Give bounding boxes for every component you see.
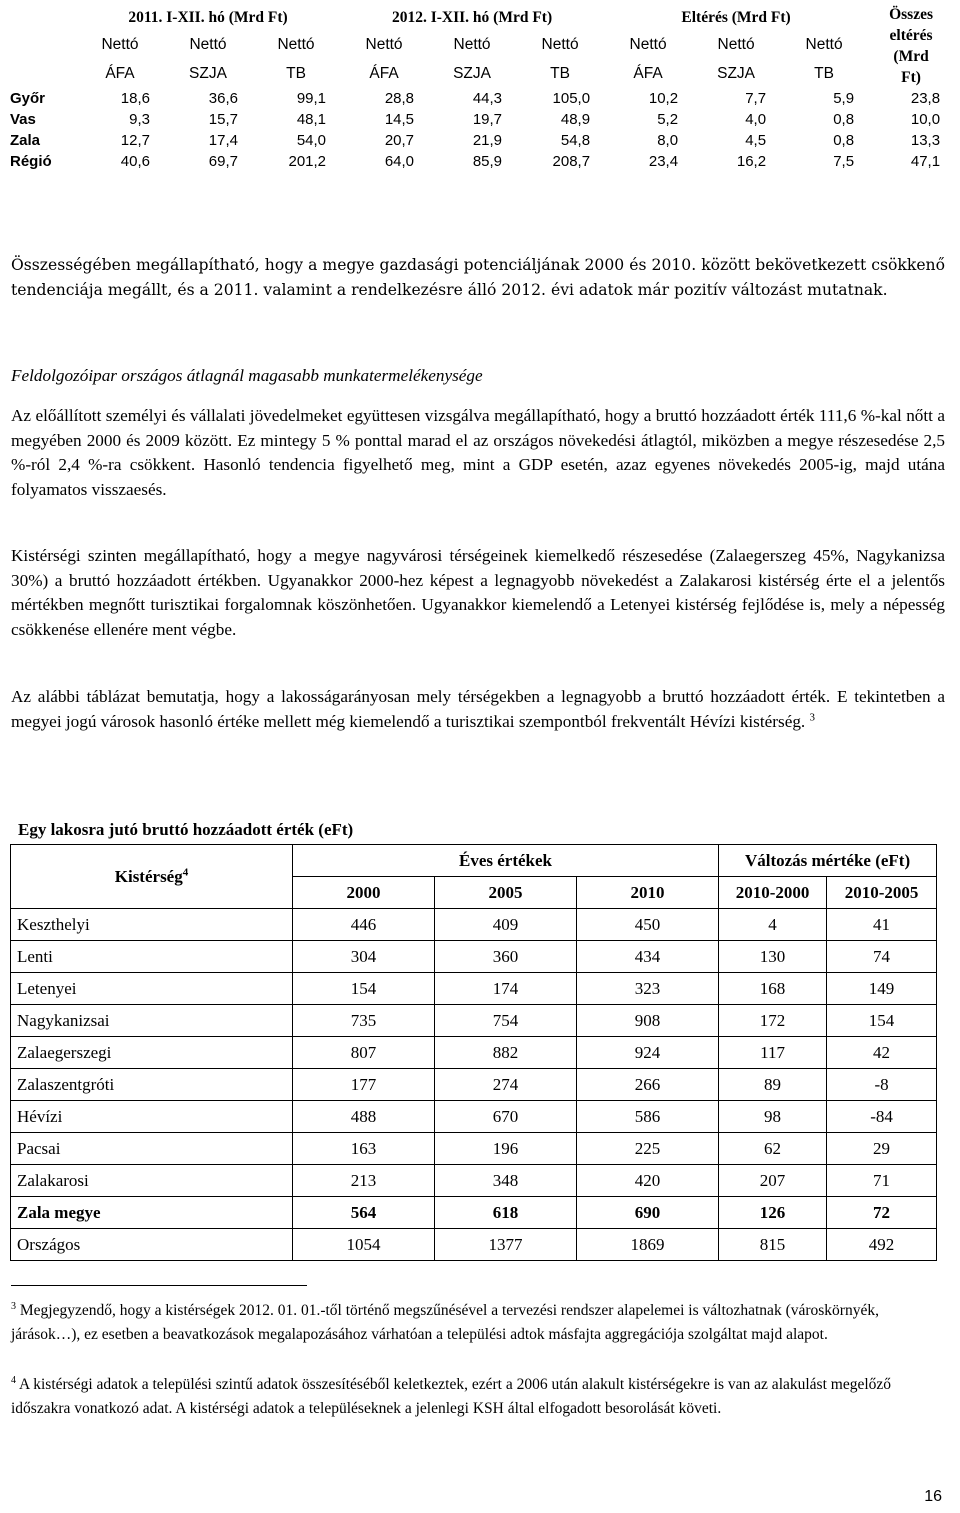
- gva-year-header: 2010-2000: [719, 877, 827, 909]
- gva-cell: 446: [293, 909, 435, 941]
- tax-cell: 4,0: [745, 111, 767, 128]
- tax-cell: 10,0: [910, 111, 941, 128]
- tax-table-header-row: [10, 4, 954, 31]
- gva-subregion-name: Pacsai: [11, 1133, 293, 1165]
- gva-cell: 163: [293, 1133, 435, 1165]
- period-header-difference: Eltérés (Mrd Ft): [681, 9, 791, 27]
- gva-cell: 348: [435, 1165, 577, 1197]
- tax-cell: 14,5: [384, 111, 415, 128]
- gva-table-row: [11, 1229, 937, 1261]
- gva-cell: 168: [719, 973, 827, 1005]
- tax-subheader-top: Nettó: [541, 36, 579, 54]
- tax-subheader-bottom: ÁFA: [369, 64, 399, 82]
- tax-revenue-table: [10, 4, 954, 172]
- gva-cell: 130: [719, 941, 827, 973]
- gva-cell: 154: [293, 973, 435, 1005]
- tax-cell: 0,8: [833, 111, 855, 128]
- subregion-column-header: [11, 845, 293, 909]
- tax-cell: 10,2: [648, 90, 679, 107]
- period-header-2012: 2012. I-XII. hó (Mrd Ft): [391, 9, 553, 27]
- tax-cell: 40,6: [120, 153, 150, 170]
- tax-cell: 16,2: [736, 153, 767, 170]
- gva-cell: 225: [577, 1133, 719, 1165]
- gva-subregion-name: Nagykanizsai: [11, 1005, 293, 1037]
- gva-per-capita-table: [10, 844, 937, 1261]
- tax-cell: 64,0: [384, 153, 415, 170]
- gva-cell: 149: [827, 973, 937, 1005]
- change-header: Változás mértéke (eFt): [719, 845, 937, 877]
- gva-cell: 807: [293, 1037, 435, 1069]
- tax-subheader-top: Nettó: [717, 36, 755, 54]
- tax-subheader-bottom: SZJA: [189, 64, 227, 82]
- gva-table-row: [11, 1197, 937, 1229]
- gva-cell: 177: [293, 1069, 435, 1101]
- gva-cell: 207: [719, 1165, 827, 1197]
- total-header-line: Összes: [889, 6, 934, 23]
- tax-subheader-top-row: [10, 31, 954, 59]
- table-intro-paragraph: [11, 685, 945, 734]
- tax-cell: 17,4: [208, 132, 238, 149]
- tax-cell: 18,6: [120, 90, 150, 107]
- tax-table-corner: [10, 60, 76, 88]
- footnote-ref-3: 3: [809, 710, 816, 723]
- tax-cell: 28,8: [384, 90, 415, 107]
- total-header-line: Ft): [901, 69, 921, 86]
- tax-cell: 21,9: [472, 132, 503, 149]
- gva-table-title: Egy lakosra jutó bruttó hozzáadott érték (eFt): [18, 820, 354, 839]
- gva-subregion-name: Lenti: [11, 941, 293, 973]
- gva-cell: 71: [827, 1165, 937, 1197]
- tax-subheader-bottom: ÁFA: [633, 64, 663, 82]
- tax-cell: 4,5: [745, 132, 767, 149]
- subregion-paragraph: Kistérségi szinten megállapítható, hogy a megye nagyvárosi térségeinek kiemelkedő részesedése (Zalaegerszeg 45%, Nagykanizsa 30%) a bruttó hozzáadott értékben. Ugyanakkor 2000-hez képest a legnagyobb növekedést a Zalakarosi kistérség érte el a jelentős mértékben megnőtt turisztikai forgalomnak köszönhetően. Ugyanakkor kiemelendő a Letenyei kistérség fejlődése is, mely a népesség csökkenése ellenére ment végbe.: [11, 546, 945, 639]
- gva-cell: -8: [827, 1069, 937, 1101]
- tax-cell: 7,5: [833, 153, 855, 170]
- gva-table-row: [11, 1037, 937, 1069]
- tax-subheader-bottom-row: [10, 60, 954, 88]
- gva-subregion-name: Zalakarosi: [11, 1165, 293, 1197]
- tax-subheader-bottom: TB: [286, 64, 306, 82]
- gva-subregion-name: Zala megye: [11, 1197, 293, 1229]
- tax-subheader-top: Nettó: [805, 36, 843, 54]
- gva-cell: 274: [435, 1069, 577, 1101]
- tax-cell: 23,4: [648, 153, 679, 170]
- tax-cell: 12,7: [120, 132, 150, 149]
- tax-cell: 0,8: [833, 132, 855, 149]
- footnote-mark-4: 4: [11, 1374, 16, 1386]
- gva-cell: 618: [435, 1197, 577, 1229]
- gva-cell: 266: [577, 1069, 719, 1101]
- tax-cell: 69,7: [208, 153, 238, 170]
- gva-cell: 360: [435, 941, 577, 973]
- gva-cell: 174: [435, 973, 577, 1005]
- gva-cell: 62: [719, 1133, 827, 1165]
- tax-cell: 13,3: [910, 132, 941, 149]
- gva-cell: 117: [719, 1037, 827, 1069]
- gva-cell: 74: [827, 941, 937, 973]
- gva-cell: 154: [827, 1005, 937, 1037]
- gva-cell: 1054: [293, 1229, 435, 1261]
- gva-subregion-name: Zalaszentgróti: [11, 1069, 293, 1101]
- gva-year-header: 2005: [435, 877, 577, 909]
- tax-cell: 15,7: [208, 111, 238, 128]
- tax-cell: 48,1: [296, 111, 327, 128]
- gva-cell: 41: [827, 909, 937, 941]
- gva-cell: 126: [719, 1197, 827, 1229]
- gva-subregion-name: Keszthelyi: [11, 909, 293, 941]
- section-heading: Feldolgozóipar országos átlagnál magasabb munkatermelékenysége: [11, 366, 483, 385]
- gva-cell: 196: [435, 1133, 577, 1165]
- tax-row-label: Győr: [10, 90, 46, 107]
- footnote-separator: [11, 1285, 307, 1286]
- gva-cell: 1377: [435, 1229, 577, 1261]
- gva-table-row: [11, 1133, 937, 1165]
- gva-cell: 323: [577, 973, 719, 1005]
- value-added-paragraph: Az előállított személyi és vállalati jövedelmeket együttesen vizsgálva megállapítható, hogy a bruttó hozzáadott érték 111,6 %-kal nőtt a megyében 2000 és 2009 között. Ez mintegy 5 % ponttal marad el az országos növekedési átlagtól, miközben a megye részesedése 2,5 %-ról 2,4 %-ra csökkent. Hasonló tendencia figyelhető meg, mint a GDP esetén, azaz egyenes növekedés 2005-ig, majd utána folyamatos visszaesés.: [11, 406, 945, 499]
- tax-cell: 105,0: [552, 90, 591, 107]
- total-difference-header: [868, 4, 954, 88]
- footnote-4: [11, 1373, 945, 1420]
- gva-cell: 924: [577, 1037, 719, 1069]
- tax-cell: 36,6: [208, 90, 238, 107]
- gva-cell: 29: [827, 1133, 937, 1165]
- page-number: 16: [924, 1488, 942, 1505]
- gva-cell: 42: [827, 1037, 937, 1069]
- gva-table-row: [11, 973, 937, 1005]
- footnote-3-text: Megjegyzendő, hogy a kistérségek 2012. 01. 01.-től történő megszűnésével a tervezési rendszer alapelemei is változhatnak (városkörnyék, járások…), ez esetben a beavatkozások megalapozásához várhatóan a települési adtok másfajta aggregációja szolgáltat majd alapot.: [11, 1302, 879, 1343]
- gva-cell: 450: [577, 909, 719, 941]
- gva-cell: 420: [577, 1165, 719, 1197]
- gva-cell: 4: [719, 909, 827, 941]
- gva-cell: 815: [719, 1229, 827, 1261]
- summary-paragraph: Összességében megállapítható, hogy a megye gazdasági potenciáljának 2000 és 2010. között bekövetkezett csökkenő tendenciája megállt, és a 2011. valamint a rendelkezésre álló 2012. évi adatok már pozitív változást mutatnak.: [11, 256, 945, 299]
- tax-subheader-top: Nettó: [101, 36, 139, 54]
- gva-cell: 735: [293, 1005, 435, 1037]
- gva-cell: 434: [577, 941, 719, 973]
- tax-cell: 5,9: [833, 90, 855, 107]
- tax-subheader-top: Nettó: [189, 36, 227, 54]
- tax-cell: 47,1: [910, 153, 941, 170]
- tax-subheader-bottom: ÁFA: [105, 64, 135, 82]
- tax-table-corner: [10, 4, 76, 31]
- subregion-header-text: Kistérség: [114, 867, 183, 886]
- gva-cell: 586: [577, 1101, 719, 1133]
- gva-cell: 172: [719, 1005, 827, 1037]
- footnote-4-text: A kistérségi adatok a települési szintű adatok összesítéséből keletkeztek, ezért a 2006 után alakult kistérségekre is van az alakulást megelőző időszakra vonatkozó adat. A kistérségi adatok a településeknek a jelenlegi KSH által elfogadott besorolását követi.: [11, 1376, 892, 1417]
- gva-cell: 488: [293, 1101, 435, 1133]
- gva-cell: 492: [827, 1229, 937, 1261]
- total-header-line: (Mrd: [893, 48, 929, 65]
- tax-subheader-top: Nettó: [453, 36, 491, 54]
- gva-subregion-name: Letenyei: [11, 973, 293, 1005]
- gva-table-row: [11, 1005, 937, 1037]
- gva-cell: 754: [435, 1005, 577, 1037]
- gva-table-row: [11, 1069, 937, 1101]
- tax-cell: 7,7: [745, 90, 767, 107]
- gva-year-header: 2000: [293, 877, 435, 909]
- footnote-ref-4: 4: [182, 866, 189, 879]
- gva-year-header: 2010-2005: [827, 877, 937, 909]
- annual-values-header: Éves értékek: [293, 845, 719, 877]
- gva-subregion-name: Hévízi: [11, 1101, 293, 1133]
- gva-cell: 690: [577, 1197, 719, 1229]
- gva-cell: 98: [719, 1101, 827, 1133]
- tax-cell: 208,7: [552, 153, 591, 170]
- gva-cell: 908: [577, 1005, 719, 1037]
- tax-row-label: Vas: [10, 111, 36, 128]
- gva-cell: 304: [293, 941, 435, 973]
- gva-year-header: 2010: [577, 877, 719, 909]
- tax-cell: 44,3: [472, 90, 503, 107]
- tax-table-corner: [10, 31, 76, 59]
- tax-table-row: [10, 130, 954, 151]
- total-header-line: eltérés: [889, 27, 933, 44]
- table-intro-text: Az alábbi táblázat bemutatja, hogy a lakosságarányosan mely térségekben a legnagyobb a bruttó hozzáadott érték. E tekintetben a megyei jogú városok hasonló értéke mellett még kiemelendő a turisztikai szempontból frekventált Hévízi kistérség.: [11, 687, 945, 731]
- tax-cell: 54,8: [560, 132, 591, 149]
- gva-subregion-name: Országos: [11, 1229, 293, 1261]
- tax-subheader-top: Nettó: [277, 36, 315, 54]
- tax-cell: 20,7: [384, 132, 415, 149]
- gva-subregion-name: Zalaegerszegi: [11, 1037, 293, 1069]
- gva-table-row: [11, 1101, 937, 1133]
- gva-table-row: [11, 941, 937, 973]
- tax-cell: 8,0: [657, 132, 679, 149]
- tax-table-row: [10, 151, 954, 172]
- gva-cell: 213: [293, 1165, 435, 1197]
- tax-cell: 19,7: [472, 111, 503, 128]
- tax-subheader-top: Nettó: [629, 36, 667, 54]
- gva-cell: 670: [435, 1101, 577, 1133]
- gva-cell: 882: [435, 1037, 577, 1069]
- tax-table-row: [10, 88, 954, 109]
- tax-subheader-bottom: TB: [550, 64, 570, 82]
- footnote-mark-3: 3: [11, 1300, 16, 1312]
- gva-table-row: [11, 1165, 937, 1197]
- tax-subheader-top: Nettó: [365, 36, 403, 54]
- tax-row-label: Régió: [10, 153, 52, 170]
- gva-cell: 409: [435, 909, 577, 941]
- gva-cell: 1869: [577, 1229, 719, 1261]
- tax-cell: 99,1: [296, 90, 327, 107]
- gva-cell: 564: [293, 1197, 435, 1229]
- gva-cell: -84: [827, 1101, 937, 1133]
- tax-subheader-bottom: SZJA: [717, 64, 756, 82]
- tax-subheader-bottom: TB: [814, 64, 834, 82]
- tax-cell: 48,9: [560, 111, 591, 128]
- tax-cell: 201,2: [288, 153, 327, 170]
- gva-cell: 89: [719, 1069, 827, 1101]
- tax-cell: 23,8: [910, 90, 941, 107]
- tax-subheader-bottom: SZJA: [453, 64, 491, 82]
- tax-cell: 9,3: [129, 111, 150, 128]
- gva-table-row: [11, 909, 937, 941]
- footnote-3: [11, 1299, 945, 1346]
- period-header-2011: 2011. I-XII. hó (Mrd Ft): [128, 9, 288, 27]
- gva-cell: 72: [827, 1197, 937, 1229]
- gva-header-row: [11, 845, 937, 877]
- tax-cell: 85,9: [472, 153, 503, 170]
- tax-row-label: Zala: [10, 132, 41, 149]
- tax-cell: 54,0: [296, 132, 327, 149]
- tax-cell: 5,2: [657, 111, 679, 128]
- tax-table-row: [10, 109, 954, 130]
